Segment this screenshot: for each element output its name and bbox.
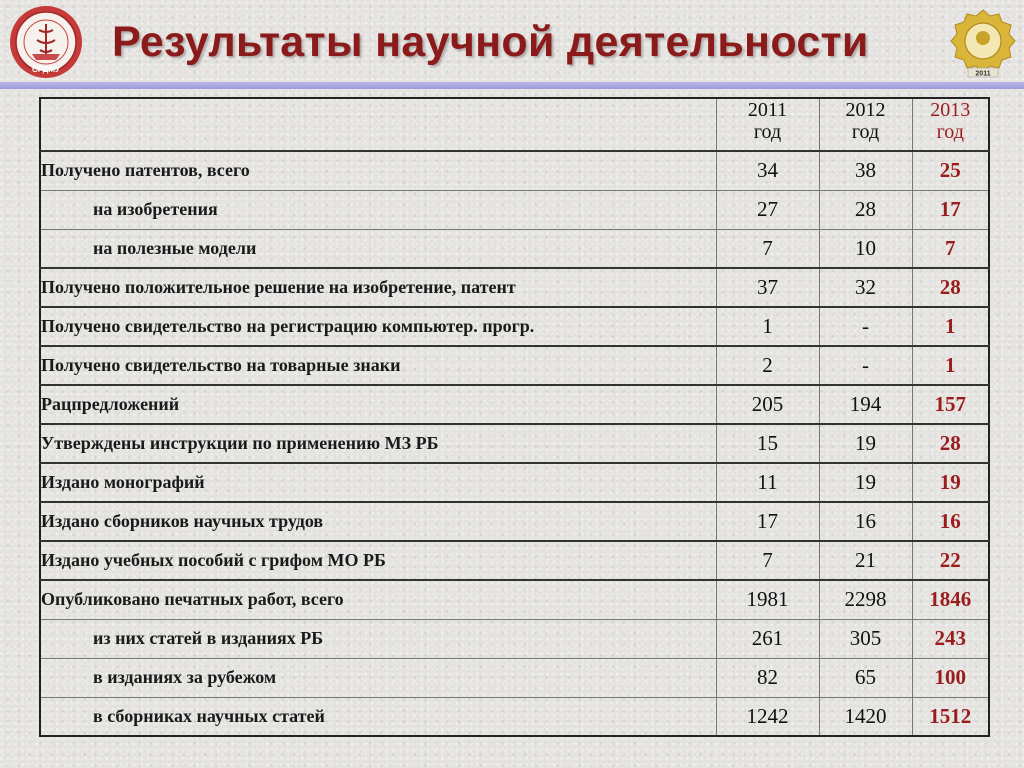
row-label: из них статей в изданиях РБ	[40, 619, 716, 658]
column-header-2012	[819, 98, 912, 151]
results-table	[39, 97, 990, 737]
row-label: Получено положительное решение на изобретение, патент	[40, 268, 716, 307]
column-unit: год	[753, 121, 782, 143]
value-2012: 1420	[819, 697, 912, 736]
column-header-2013	[912, 98, 989, 151]
value-2013: 1512	[912, 697, 989, 736]
value-2012: 2298	[819, 580, 912, 619]
value-2011: 37	[716, 268, 819, 307]
row-label: Издано сборников научных трудов	[40, 502, 716, 541]
value-2013: 28	[912, 424, 989, 463]
value-2012: 32	[819, 268, 912, 307]
header-empty-cell	[40, 98, 716, 151]
column-header-2011	[716, 98, 819, 151]
value-2013: 25	[912, 151, 989, 190]
value-2012: -	[819, 307, 912, 346]
value-2012: 16	[819, 502, 912, 541]
row-label: на изобретения	[40, 190, 716, 229]
value-2012: 194	[819, 385, 912, 424]
table-row	[40, 385, 989, 424]
table-row	[40, 229, 989, 268]
value-2012: 19	[819, 463, 912, 502]
row-label: в изданиях за рубежом	[40, 658, 716, 697]
row-label: Утверждены инструкции по применению МЗ РБ	[40, 424, 716, 463]
value-2011: 11	[716, 463, 819, 502]
value-2013: 243	[912, 619, 989, 658]
value-2012: 38	[819, 151, 912, 190]
row-label: Получено свидетельство на регистрацию компьютер. прогр.	[40, 307, 716, 346]
svg-text:СРДМУ: СРДМУ	[32, 65, 60, 74]
row-label: Рацпредложений	[40, 385, 716, 424]
value-2011: 27	[716, 190, 819, 229]
table-row	[40, 697, 989, 736]
value-2013: 1846	[912, 580, 989, 619]
value-2011: 205	[716, 385, 819, 424]
value-2013: 19	[912, 463, 989, 502]
value-2012: 19	[819, 424, 912, 463]
value-2013: 16	[912, 502, 989, 541]
value-2011: 1	[716, 307, 819, 346]
table-row	[40, 307, 989, 346]
value-2013: 157	[912, 385, 989, 424]
value-2011: 2	[716, 346, 819, 385]
table-row	[40, 541, 989, 580]
row-label: Издано учебных пособий с грифом МО РБ	[40, 541, 716, 580]
table-row	[40, 658, 989, 697]
table-header-row	[40, 98, 989, 151]
value-2013: 17	[912, 190, 989, 229]
row-label: Издано монографий	[40, 463, 716, 502]
table-row	[40, 190, 989, 229]
table-row	[40, 151, 989, 190]
table-row	[40, 580, 989, 619]
table-row	[40, 346, 989, 385]
row-label: на полезные модели	[40, 229, 716, 268]
value-2011: 1242	[716, 697, 819, 736]
value-2012: 28	[819, 190, 912, 229]
table-row	[40, 268, 989, 307]
value-2012: 305	[819, 619, 912, 658]
row-label: Получено свидетельство на товарные знаки	[40, 346, 716, 385]
row-label: Получено патентов, всего	[40, 151, 716, 190]
value-2012: 21	[819, 541, 912, 580]
value-2011: 34	[716, 151, 819, 190]
value-2011: 7	[716, 541, 819, 580]
value-2012: 65	[819, 658, 912, 697]
value-2011: 1981	[716, 580, 819, 619]
table-row	[40, 463, 989, 502]
title-divider	[0, 82, 1024, 89]
value-2013: 1	[912, 346, 989, 385]
column-unit: год	[851, 121, 880, 143]
svg-text:2011: 2011	[975, 70, 991, 78]
value-2013: 22	[912, 541, 989, 580]
row-label: Опубликовано печатных работ, всего	[40, 580, 716, 619]
award-emblem	[950, 8, 1016, 78]
column-year: 2013	[930, 99, 971, 121]
table-row	[40, 619, 989, 658]
value-2013: 28	[912, 268, 989, 307]
value-2012: -	[819, 346, 912, 385]
value-2013: 7	[912, 229, 989, 268]
value-2013: 100	[912, 658, 989, 697]
value-2012: 10	[819, 229, 912, 268]
page-title: Результаты научной деятельности	[112, 18, 869, 66]
table-row	[40, 424, 989, 463]
column-unit: год	[936, 121, 964, 143]
value-2011: 261	[716, 619, 819, 658]
table-row	[40, 502, 989, 541]
value-2011: 7	[716, 229, 819, 268]
column-year: 2012	[845, 99, 886, 121]
value-2011: 82	[716, 658, 819, 697]
row-label: в сборниках научных статей	[40, 697, 716, 736]
value-2011: 17	[716, 502, 819, 541]
column-year: 2011	[747, 99, 788, 121]
value-2011: 15	[716, 424, 819, 463]
university-logo	[6, 4, 86, 80]
value-2013: 1	[912, 307, 989, 346]
